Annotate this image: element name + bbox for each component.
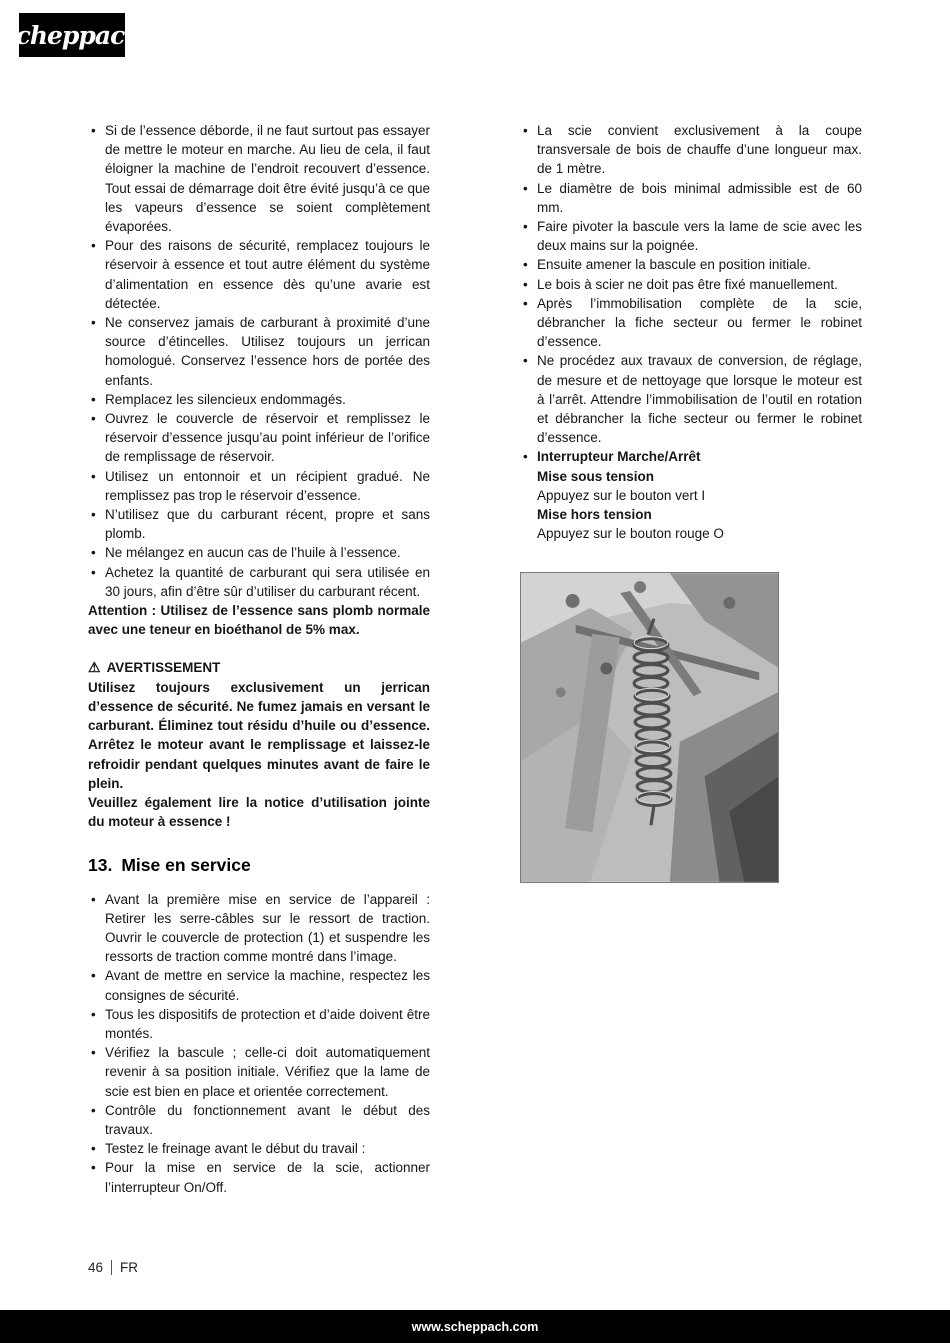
list-item-text: La scie convient exclusivement à la coupe transversale de bois de chauffe d’une longueur max. de 1 mètre. — [537, 123, 862, 177]
list-item-text: Après l’immobilisation complète de la scie, débrancher la fiche secteur ou fermer le robinet d’essence. — [537, 295, 862, 350]
list-item — [88, 890, 430, 967]
list-item — [88, 1101, 430, 1139]
list-item-text: Testez le freinage avant le début du travail : — [105, 1141, 366, 1157]
list-item-text: Ne procédez aux travaux de conversion, de réglage, de mesure et de nettoyage que lorsque le moteur est à l’arrêt. Attendre l’immobilisation de l’outil en rotation et débrancher la fiche secteur ou fermer le robinet d’essence. — [537, 353, 862, 446]
list-item-text: Remplacez les silencieux endommagés. — [105, 391, 346, 407]
list-item-text: Contrôle du fonctionnement avant le début des travaux. — [105, 1102, 430, 1137]
list-item — [88, 121, 430, 236]
list-item — [520, 255, 862, 274]
switch-title: Interrupteur Marche/Arrêt — [537, 449, 701, 465]
list-item-text: Avant la première mise en service de l’appareil : Retirer les serre-câbles sur le ressort de traction. Ouvrir le couvercle de protection (1) et suspendre les ressorts de traction comme montré dans l’image. — [105, 891, 430, 965]
bullet-dot: • — [523, 449, 528, 465]
list-item-text: Ensuite amener la bascule en position initiale. — [537, 257, 811, 273]
bullet-dot: • — [523, 353, 528, 369]
list-item — [88, 966, 430, 1004]
list-item-text: Le diamètre de bois minimal admissible est de 60 mm. — [537, 180, 862, 215]
list-item — [88, 1005, 430, 1043]
warning-note: Veuillez également lire la notice d’utilisation jointe du moteur à essence ! — [88, 794, 430, 830]
list-item — [520, 275, 862, 294]
list-item-text: Ne conservez jamais de carburant à proximité d’une source d’étincelles. Utilisez toujours un jerrican homologué. Conservez l’essence hors de portée des enfants. — [105, 315, 430, 388]
list-item — [88, 1043, 430, 1101]
logo-text: scheppach — [2, 20, 142, 50]
power-off-instruction: Appuyez sur le bouton rouge O — [537, 526, 724, 542]
warning-title — [88, 658, 430, 677]
list-item-text: Si de l’essence déborde, il ne faut surtout pas essayer de mettre le moteur en marche. Au lieu de cela, il faut éloigner la machine de l’endroit recouvert d’essence. Tout essai de démarrage doit être évité jusqu’à ce que les vapeurs d’essence se soient complètement évaporées. — [105, 123, 430, 235]
bullet-dot: • — [91, 564, 96, 580]
scheppach-logo — [2, 13, 142, 57]
list-item-text: Tous les dispositifs de protection et d’aide doivent être montés. — [105, 1006, 430, 1041]
list-item — [520, 121, 862, 179]
language-code: FR — [120, 1260, 139, 1275]
bullet-dot: • — [91, 968, 96, 984]
list-item — [88, 467, 430, 505]
list-item-text: Vérifiez la bascule ; celle-ci doit automatiquement revenir à sa position initiale. Vérifiez que la lame de scie est bien en place et orientée correctement. — [105, 1045, 430, 1099]
left-column — [88, 121, 430, 1197]
warning-triangle-icon: ⚠ — [88, 659, 101, 676]
bullet-dot: • — [523, 257, 528, 273]
bullet-dot: • — [91, 891, 96, 907]
on-off-switch-section — [520, 447, 862, 543]
tension-spring-photo — [520, 572, 779, 883]
page-number-separator — [111, 1260, 112, 1275]
list-item-text: N’utilisez que du carburant récent, propre et sans plomb. — [105, 507, 430, 542]
footer-bar — [0, 1310, 950, 1343]
bullet-dot: • — [91, 411, 96, 427]
list-item-text: Pour des raisons de sécurité, remplacez toujours le réservoir à essence et tout autre élément du système d’alimentation en essence dès qu’une avarie est détectée. — [105, 238, 430, 311]
bullet-dot: • — [91, 1141, 96, 1157]
website-url: www.scheppach.com — [411, 1319, 539, 1334]
power-off-label: Mise hors tension — [537, 507, 652, 523]
list-item-text: Le bois à scier ne doit pas être fixé manuellement. — [537, 276, 838, 292]
list-item — [88, 563, 430, 601]
bullet-dot: • — [523, 276, 528, 292]
section-number: 13. — [88, 855, 113, 876]
bullet-dot: • — [523, 295, 528, 311]
list-item-text: Ouvrez le couvercle de réservoir et remplissez le réservoir d’essence jusqu’au point inférieur de l’orifice de remplissage de réservoir. — [105, 411, 430, 465]
list-item — [88, 1158, 430, 1196]
list-item — [520, 294, 862, 352]
bullet-dot: • — [91, 545, 96, 561]
list-item-text: Achetez la quantité de carburant qui sera utilisée en 30 jours, afin d’être sûr d’utiliser du carburant récent. — [105, 564, 430, 599]
list-item — [88, 505, 430, 543]
list-item-text: Utilisez un entonnoir et un récipient gradué. Ne remplissez pas trop le réservoir d’essence. — [105, 468, 430, 503]
bullet-dot: • — [91, 468, 96, 484]
list-item — [88, 409, 430, 467]
section-title: Mise en service — [121, 855, 251, 876]
commissioning-list — [88, 890, 430, 1197]
bullet-dot: • — [91, 238, 96, 254]
bullet-dot: • — [523, 123, 528, 138]
attention-note: Attention : Utilisez de l’essence sans plomb normale avec une teneur en bioéthanol de 5% max. — [88, 603, 430, 638]
bullet-dot: • — [91, 1102, 96, 1118]
power-on-label: Mise sous tension — [537, 468, 655, 484]
list-item — [88, 313, 430, 390]
bullet-dot: • — [523, 180, 528, 196]
list-item — [520, 351, 862, 447]
bullet-dot: • — [91, 391, 96, 407]
warning-body: Utilisez toujours exclusivement un jerrican d’essence de sécurité. Ne fumez jamais en versant le carburant. Éliminez tout résidu d’huile ou d’essence. Arrêtez le moteur avant le remplissage et laissez-le refroidir pendant quelques minutes avant de faire le plein. — [88, 679, 430, 791]
list-item — [88, 236, 430, 313]
list-item — [520, 217, 862, 255]
section-heading — [88, 856, 430, 875]
page-number-value: 46 — [88, 1260, 104, 1275]
list-item-text: Faire pivoter la bascule vers la lame de scie avec les deux mains sur la poignée. — [537, 219, 862, 254]
bullet-dot: • — [91, 123, 96, 138]
list-item — [88, 390, 430, 409]
list-item-text: Ne mélangez en aucun cas de l’huile à l’essence. — [105, 545, 401, 561]
fuel-safety-list — [88, 121, 430, 601]
list-item-text: Avant de mettre en service la machine, respectez les consignes de sécurité. — [105, 968, 430, 1003]
list-item-text: Pour la mise en service de la scie, actionner l’interrupteur On/Off. — [105, 1160, 430, 1195]
bullet-dot: • — [91, 1006, 96, 1022]
list-item — [520, 179, 862, 217]
list-item — [88, 543, 430, 562]
list-item — [88, 1139, 430, 1158]
warning-title-text: AVERTISSEMENT — [106, 660, 221, 676]
bullet-dot: • — [91, 1160, 96, 1176]
power-on-instruction: Appuyez sur le bouton vert I — [537, 487, 706, 503]
bullet-dot: • — [91, 1045, 96, 1061]
switch-title-row — [520, 447, 862, 466]
bullet-dot: • — [91, 507, 96, 523]
page-number — [88, 1260, 138, 1275]
bullet-dot: • — [91, 315, 96, 331]
bullet-dot: • — [523, 219, 528, 235]
right-column — [520, 121, 862, 883]
usage-rules-list — [520, 121, 862, 447]
